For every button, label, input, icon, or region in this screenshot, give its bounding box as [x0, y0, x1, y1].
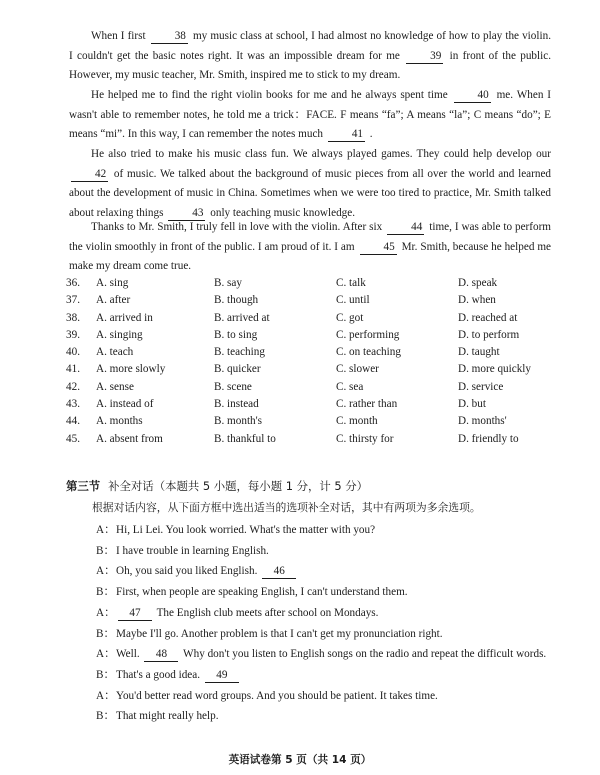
passage-text: in front of the public. However, my music teacher, Mr. Smith, inspired me to stick to my dream. — [69, 49, 551, 82]
option-c: C. thirsty for — [336, 432, 394, 445]
dialogue-line — [96, 582, 556, 603]
question-number: 36. — [66, 277, 80, 289]
dialogue-line — [96, 665, 556, 686]
speaker-label: A： — [96, 689, 116, 702]
option-a: A. sing — [96, 277, 129, 289]
passage-text: He also tried to make his music class fun. We always played games. They could help develop our — [91, 148, 551, 160]
question-row — [66, 346, 566, 363]
question-number: 43. — [66, 398, 80, 411]
option-a: A. instead of — [96, 398, 154, 411]
option-a: A. after — [96, 294, 131, 307]
option-c: C. rather than — [336, 398, 398, 411]
question-row — [66, 415, 566, 432]
section-subtitle: 补全对话（本题共 5 小题，每小题 1 分，计 5 分） — [108, 479, 369, 493]
option-a: A. singing — [96, 328, 143, 341]
dialogue-text: Oh, you said you liked English. — [116, 565, 261, 578]
option-c: C. slower — [336, 363, 379, 376]
question-number: 37. — [66, 294, 80, 307]
option-d: D. taught — [458, 346, 500, 359]
option-c: C. got — [336, 311, 364, 324]
passage-text: me. When I wasn't able to remember notes, he told me a trick：FACE. F means “fa”; A means “la”; C means “do”; E means “mi”. In this way, I can remember the notes much — [69, 89, 551, 141]
dialogue-line — [96, 624, 556, 645]
passage-paragraph-4 — [69, 218, 551, 277]
option-b: B. though — [214, 294, 259, 307]
speaker-label: A： — [96, 648, 116, 661]
dialogue-line — [96, 644, 556, 665]
option-c: C. performing — [336, 328, 400, 341]
option-a: A. more slowly — [96, 363, 166, 376]
blank-47: 47 — [118, 607, 152, 621]
option-a: A. arrived in — [96, 311, 153, 324]
option-b: B. to sing — [214, 328, 258, 341]
option-c: C. month — [336, 415, 378, 428]
dialogue-text: Well. — [116, 648, 143, 661]
speaker-label: A： — [96, 565, 116, 578]
option-b: B. arrived at — [214, 311, 270, 324]
blank-40: 40 — [454, 89, 491, 103]
option-d: D. friendly to — [458, 432, 519, 445]
speaker-label: B： — [96, 710, 115, 723]
question-row — [66, 329, 566, 346]
blank-45: 45 — [360, 241, 397, 255]
option-b: B. instead — [214, 398, 259, 411]
option-c: C. on teaching — [336, 346, 401, 359]
option-b: B. quicker — [214, 363, 261, 376]
speaker-label: A： — [96, 606, 116, 619]
blank-49: 49 — [205, 669, 239, 683]
dialogue-line — [96, 541, 556, 562]
speaker-label: B： — [96, 544, 115, 557]
blank-41: 41 — [328, 128, 365, 142]
option-d: D. but — [458, 398, 486, 411]
option-b: B. thankful to — [214, 432, 276, 445]
speaker-label: B： — [96, 668, 115, 681]
question-row — [66, 433, 566, 450]
blank-48: 48 — [144, 648, 178, 662]
blank-44: 44 — [387, 221, 424, 235]
dialogue-line — [96, 603, 556, 624]
question-number: 44. — [66, 415, 80, 428]
passage-text: of music. We talked about the background of music pieces from all over the world and learned about the development of music in China. Sometimes when we were too tired to practice, Mr. Smith talked about relaxing things — [69, 167, 551, 219]
option-b: B. month's — [214, 415, 263, 428]
question-number: 42. — [66, 380, 80, 393]
passage-paragraph-3 — [69, 145, 551, 223]
question-number: 38. — [66, 311, 80, 324]
passage-text: He helped me to find the right violin books for me and he always spent time — [91, 89, 452, 101]
dialogue — [96, 520, 556, 727]
dialogue-text: Hi, Li Lei. You look worried. What's the matter with you? — [116, 524, 376, 536]
dialogue-text: That might really help. — [116, 710, 219, 723]
passage-text: When I first — [91, 30, 149, 42]
section-instruction: 根据对话内容，从下面方框中选出适当的选项补全对话，其中有两项为多余选项。 — [92, 501, 481, 514]
blank-46: 46 — [262, 565, 296, 579]
option-c: C. sea — [336, 380, 364, 393]
question-row — [66, 277, 566, 294]
option-b: B. say — [214, 277, 242, 289]
dialogue-line — [96, 520, 556, 541]
option-d: D. speak — [458, 277, 498, 289]
blank-38: 38 — [151, 30, 188, 44]
passage-paragraph-2 — [69, 86, 551, 145]
option-a: A. absent from — [96, 432, 163, 445]
question-row — [66, 381, 566, 398]
question-number: 39. — [66, 328, 80, 341]
dialogue-line — [96, 706, 556, 727]
speaker-label: B： — [96, 627, 115, 640]
blank-42: 42 — [71, 168, 108, 182]
option-a: A. months — [96, 415, 143, 428]
question-number: 45. — [66, 432, 80, 445]
section-number: 第三节 — [66, 479, 101, 493]
passage-paragraph-1 — [69, 27, 551, 86]
option-a: A. sense — [96, 380, 134, 393]
option-d: D. reached at — [458, 311, 518, 324]
option-d: D. when — [458, 294, 496, 307]
passage-text: my music class at school, I had almost no knowledge of how to play the violin. I couldn't get the basic notes right. It was an impossible dream for me — [69, 30, 551, 62]
speaker-label: B： — [96, 586, 115, 599]
question-row — [66, 398, 566, 415]
dialogue-line — [96, 561, 556, 582]
option-b: B. scene — [214, 380, 252, 393]
question-row — [66, 312, 566, 329]
passage-text: time, I was able to perform the violin smoothly in front of the public. I am proud of it. I am — [69, 221, 552, 253]
question-row — [66, 294, 566, 311]
option-b: B. teaching — [214, 346, 265, 359]
option-d: D. to perform — [458, 328, 520, 341]
option-c: C. until — [336, 294, 370, 307]
dialogue-text: I have trouble in learning English. — [116, 544, 269, 557]
dialogue-text: First, when people are speaking English, I can't understand them. — [116, 586, 408, 599]
answer-options — [66, 277, 566, 450]
question-number: 40. — [66, 346, 80, 359]
dialogue-text: You'd better read word groups. And you should be patient. It takes time. — [116, 689, 438, 702]
question-row — [66, 363, 566, 380]
dialogue-text: Maybe I'll go. Another problem is that I can't get my pronunciation right. — [116, 627, 443, 640]
blank-39: 39 — [406, 50, 443, 64]
passage-text: Mr. Smith, because he helped me make my dream come true. — [69, 240, 551, 273]
dialogue-text: The English club meets after school on Mondays. — [154, 606, 379, 619]
option-d: D. months' — [458, 415, 507, 428]
section-heading — [66, 478, 368, 494]
dialogue-line — [96, 686, 556, 707]
passage-text: only teaching music knowledge. — [207, 206, 356, 219]
dialogue-text: Why don't you listen to English songs on the radio and repeat the difficult words. — [180, 648, 547, 661]
question-number: 41. — [66, 363, 80, 376]
option-c: C. talk — [336, 277, 366, 289]
page-footer: 英语试卷第 5 页（共 14 页） — [228, 754, 372, 766]
dialogue-text: That's a good idea. — [116, 668, 203, 681]
blank-43: 43 — [168, 207, 205, 221]
passage-text: . — [367, 128, 373, 141]
option-a: A. teach — [96, 346, 134, 359]
option-d: D. service — [458, 380, 504, 393]
passage-text: Thanks to Mr. Smith, I truly fell in love with the violin. After six — [91, 221, 386, 233]
option-d: D. more quickly — [458, 363, 532, 376]
speaker-label: A： — [96, 524, 116, 536]
